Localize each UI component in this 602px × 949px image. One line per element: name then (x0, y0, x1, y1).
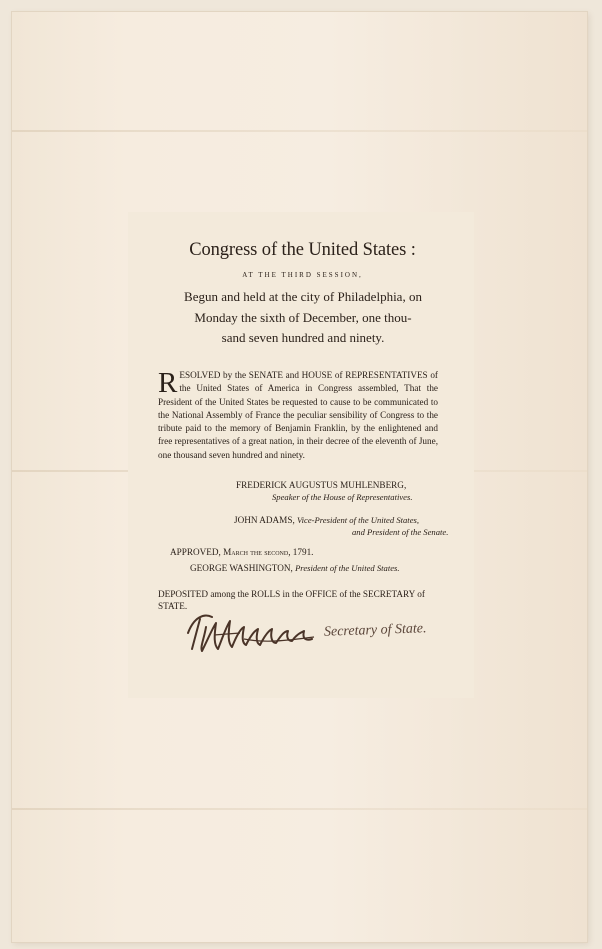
vice-president-name: JOHN ADAMS, (234, 515, 295, 525)
president-role: President of the United States. (295, 563, 400, 573)
document-title: Congress of the United States : (189, 240, 416, 260)
resolution-text (158, 369, 438, 462)
begun-paragraph (153, 287, 453, 349)
senate-role: and President of the Senate. (352, 527, 449, 537)
vice-president-signatory (234, 514, 448, 538)
dropcap: R (158, 367, 178, 399)
deposited-line: DEPOSITED among the ROLLS in the OFFICE of the SECRETARY of STATE. (158, 589, 425, 611)
jefferson-signature (184, 609, 334, 655)
begun-line: Monday the sixth of December, one thou- (194, 309, 412, 325)
secretary-title: Secretary of State. (323, 621, 427, 640)
begun-line: sand seven hundred and ninety. (221, 330, 385, 345)
speaker-role: Speaker of the House of Representatives. (272, 492, 413, 502)
vice-president-role: Vice-President of the United States, (297, 515, 419, 525)
speaker-signatory (236, 479, 412, 503)
president-signatory (190, 562, 400, 574)
begun-line: Begun and held at the city of Philadelphia, on (184, 289, 422, 304)
paper-fold (12, 130, 587, 132)
session-line: AT THE THIRD SESSION, (242, 271, 363, 279)
president-name: GEORGE WASHINGTON, (190, 563, 293, 573)
approved-line: APPROVED, March the second, 1791. (170, 547, 314, 557)
resolution-body: ESOLVED by the SENATE and HOUSE of REPRESENTATIVES of the United States of America in Congress assembled, That the President of the United States be requested to cause to be communicated to the National Assembly of France the peculiar sensibility of Congress to the tribute paid to the memory of Benjamin Franklin, by the enlightened and free representatives of a great nation, in their decree of the eleventh of June, one thousand seven hundred and ninety. (158, 370, 438, 460)
paper-fold (12, 808, 587, 810)
speaker-name: FREDERICK AUGUSTUS MUHLENBERG, (236, 480, 407, 490)
